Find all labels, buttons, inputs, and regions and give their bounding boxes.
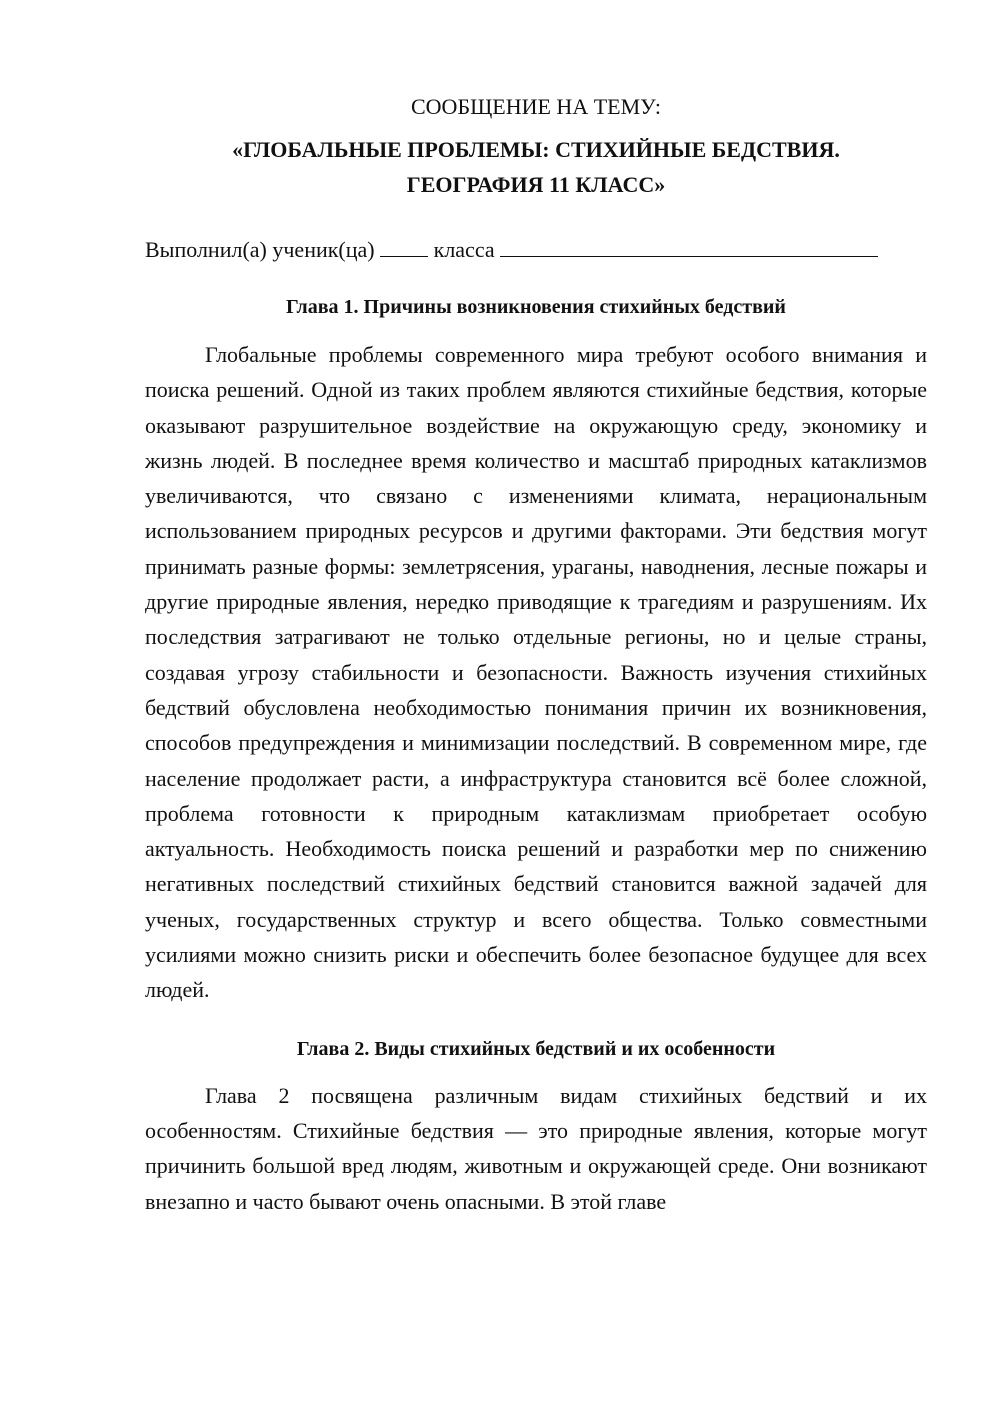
document-title-line-2: ГЕОГРАФИЯ 11 КЛАСС»	[406, 172, 666, 197]
name-blank	[500, 234, 878, 257]
chapter-1-paragraph: Глобальные проблемы современного мира требуют особого внимания и поиска решений. Одной из таких проблем являются стихийные бедствия, которые оказывают разрушительное воздействие на окружающую среду, экономику и жизнь людей. В последнее время количество и масштаб природных катаклизмов увеличиваются, что связано с изменениями климата, нерациональным использованием природных ресурсов и другими факторами. Эти бедствия могут принимать разные формы: землетрясения, ураганы, наводнения, лесные пожары и другие природные явления, нередко приводящие к трагедиям и разрушениям. Их последствия затрагивают не только отдельные регионы, но и целые страны, создавая угрозу стабильности и безопасности. Важность изучения стихийных бедствий обусловлена необходимостью понимания причин их возникновения, способов предупреждения и минимизации последствий. В современном мире, где население продолжает расти, а инфраструктура становится всё более сложной, проблема готовности к природным катаклизмам приобретает особую актуальность. Необходимость поиска решений и разработки мер по снижению негативных последствий стихийных бедствий становится важной задачей для ученых, государственных структур и всего общества. Только совместными усилиями можно снизить риски и обеспечить более безопасное будущее для всех людей.	[145, 342, 927, 1003]
chapter-2-paragraph: Глава 2 посвящена различным видам стихийных бедствий и их особенностям. Стихийные бедствия — это природные явления, которые могут причинить большой вред людям, животным и окружающей среде. Они возникают внезапно и часто бывают очень опасными. В этой главе	[145, 1082, 927, 1214]
document-header: СООБЩЕНИЕ НА ТЕМУ:	[411, 94, 661, 119]
author-prefix: Выполнил(а) ученик(ца)	[145, 237, 375, 262]
chapter-1-title: Глава 1. Причины возникновения стихийных бедствий	[286, 296, 786, 318]
document-content	[145, 92, 927, 1219]
chapter-2-title: Глава 2. Виды стихийных бедствий и их особенности	[296, 1037, 776, 1060]
author-line	[145, 234, 927, 265]
document-title-line-1: «ГЛОБАЛЬНЫЕ ПРОБЛЕМЫ: СТИХИЙНЫЕ БЕДСТВИЯ.	[232, 137, 840, 162]
author-middle: класса	[433, 237, 495, 262]
grade-blank	[380, 234, 428, 257]
